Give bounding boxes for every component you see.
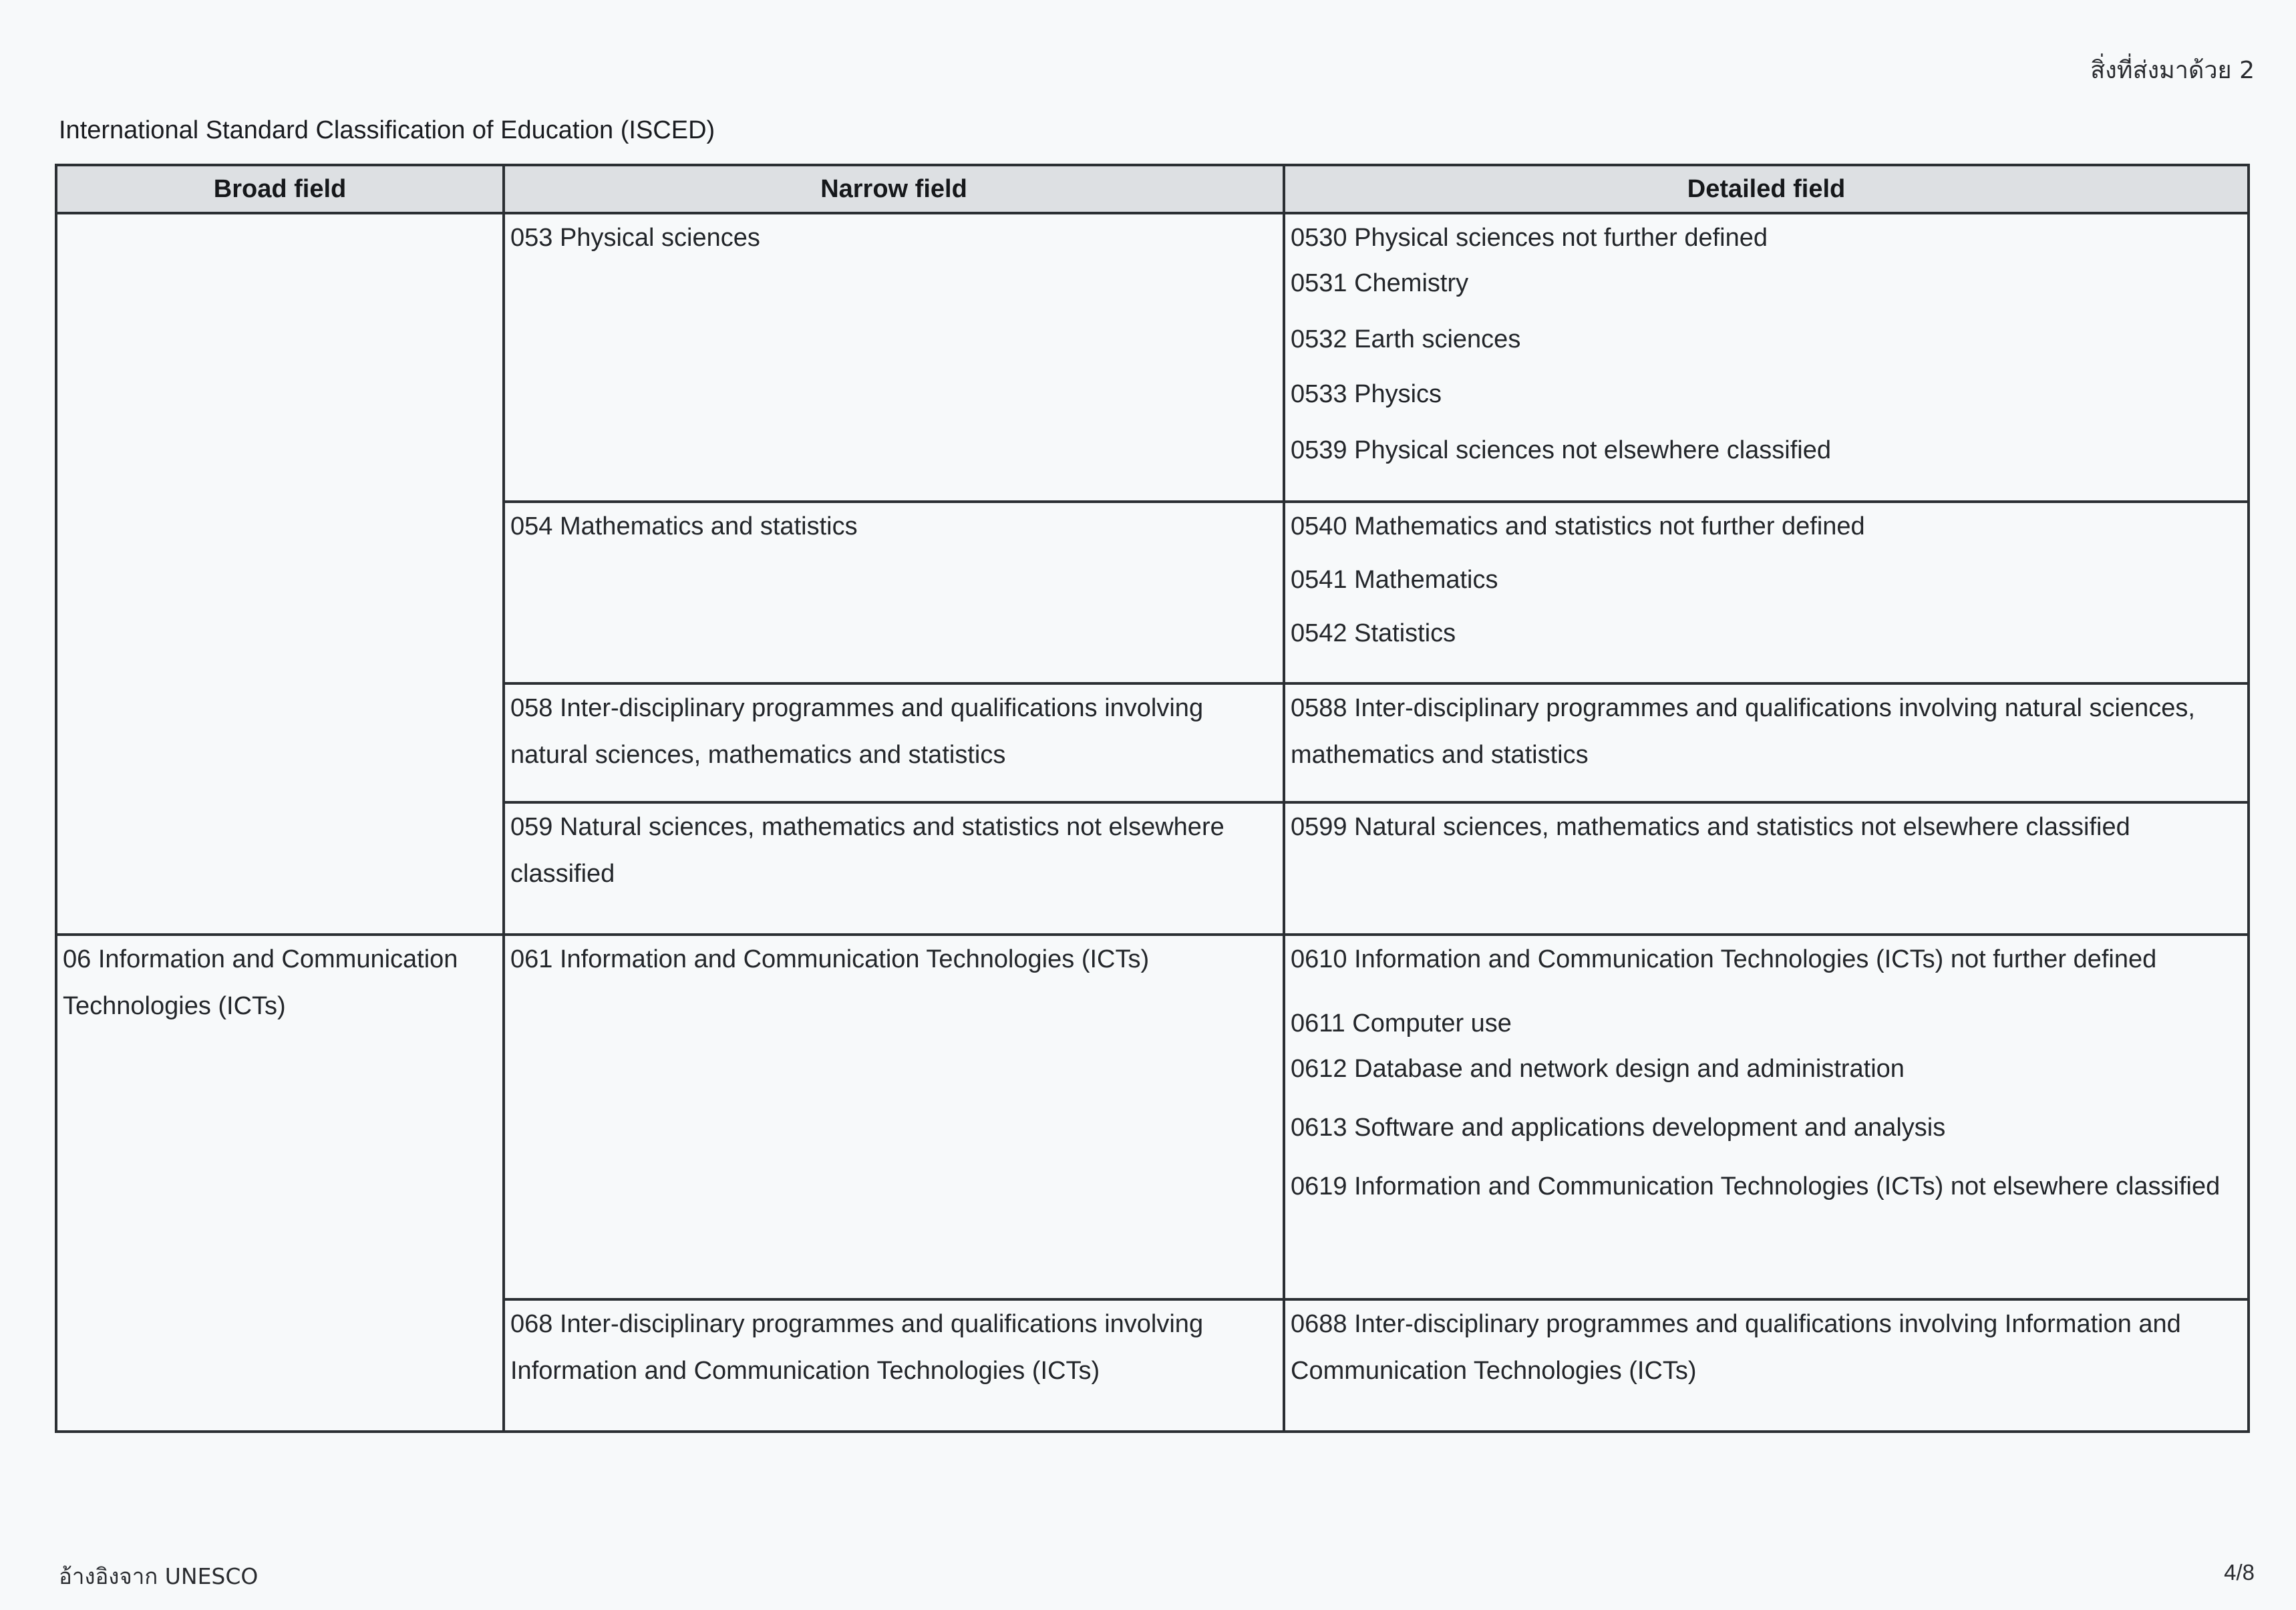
- detailed-field-item: 0611 Computer use: [1291, 1009, 1512, 1037]
- detailed-field-cell: [1284, 935, 2249, 1299]
- detailed-field-item: 0613 Software and applications development and analysis: [1291, 1114, 1946, 1142]
- broad-field-cell: 06 Information and Communication Technologies (ICTs): [56, 935, 504, 1432]
- detailed-field-item: 0542 Statistics: [1291, 619, 1456, 647]
- detailed-field-item: 0610 Information and Communication Technologies (ICTs) not further defined: [1291, 945, 2157, 973]
- detailed-field-item: 0540 Mathematics and statistics not further defined: [1291, 512, 1865, 540]
- table-header-row: [56, 165, 2249, 213]
- narrow-field-cell: 054 Mathematics and statistics: [504, 502, 1284, 683]
- table-row: [56, 935, 2249, 1299]
- broad-field-cell: [56, 213, 504, 935]
- column-header-detailed: Detailed field: [1284, 165, 2249, 213]
- detailed-field-item: 0532 Earth sciences: [1291, 325, 1521, 353]
- column-header-narrow: Narrow field: [504, 165, 1284, 213]
- page-number: 4/8: [2224, 1560, 2255, 1585]
- document-title: International Standard Classification of Education (ISCED): [59, 116, 715, 144]
- narrow-field-cell: 059 Natural sciences, mathematics and statistics not elsewhere classified: [504, 802, 1284, 935]
- attachment-note: สิ่งที่ส่งมาด้วย 2: [2090, 57, 2255, 84]
- detailed-field-cell: [1284, 502, 2249, 683]
- footer-source: อ้างอิงจาก UNESCO: [59, 1563, 259, 1589]
- detailed-field-item: 0588 Inter-disciplinary programmes and qualifications involving natural sciences, mathematics and statistics: [1291, 694, 2195, 769]
- detailed-field-item: 0539 Physical sciences not elsewhere classified: [1291, 436, 1831, 464]
- detailed-field-cell: [1284, 1299, 2249, 1432]
- detailed-field-cell: [1284, 683, 2249, 802]
- narrow-field-cell: 053 Physical sciences: [504, 213, 1284, 502]
- table-row: [56, 213, 2249, 502]
- detailed-field-item: 0612 Database and network design and administration: [1291, 1055, 1905, 1083]
- detailed-field-item: 0530 Physical sciences not further defined: [1291, 224, 1768, 252]
- narrow-field-cell: 061 Information and Communication Technologies (ICTs): [504, 935, 1284, 1299]
- detailed-field-cell: [1284, 213, 2249, 502]
- detailed-field-item: 0599 Natural sciences, mathematics and statistics not elsewhere classified: [1291, 813, 2130, 841]
- detailed-field-item: 0541 Mathematics: [1291, 566, 1498, 594]
- detailed-field-item: 0531 Chemistry: [1291, 269, 1469, 297]
- isced-table: [55, 164, 2250, 1433]
- detailed-field-item: 0533 Physics: [1291, 380, 1442, 408]
- narrow-field-cell: 068 Inter-disciplinary programmes and qualifications involving Information and Communication Technologies (ICTs): [504, 1299, 1284, 1432]
- detailed-field-item: 0619 Information and Communication Technologies (ICTs) not elsewhere classified: [1291, 1172, 2221, 1200]
- detailed-field-item: 0688 Inter-disciplinary programmes and qualifications involving Information and Communication Technologies (ICTs): [1291, 1310, 2181, 1385]
- detailed-field-cell: [1284, 802, 2249, 935]
- narrow-field-cell: 058 Inter-disciplinary programmes and qualifications involving natural sciences, mathematics and statistics: [504, 683, 1284, 802]
- column-header-broad: Broad field: [56, 165, 504, 213]
